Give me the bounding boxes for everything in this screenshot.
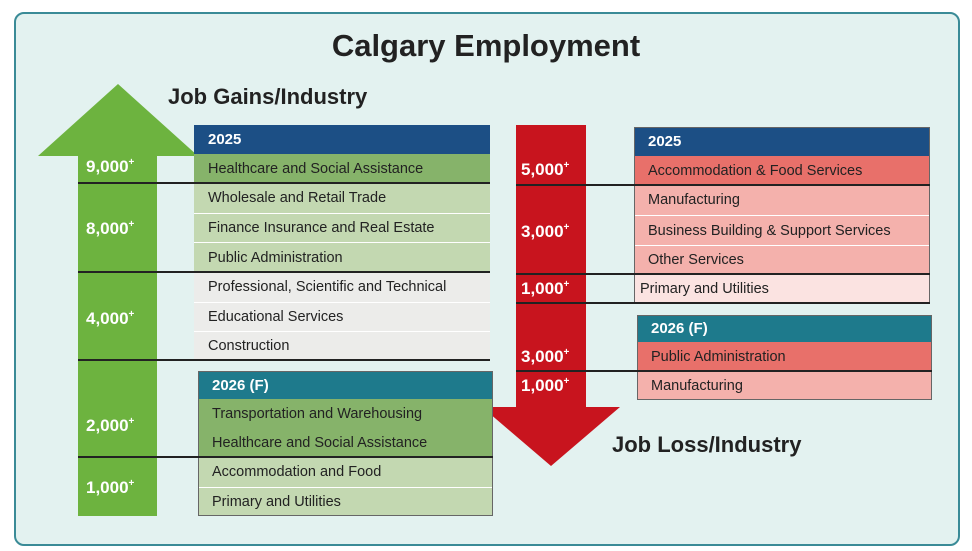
gains-2026-header: 2026 (F) [198,371,493,399]
gains-2025-item: Wholesale and Retail Trade [194,183,490,213]
gain-label-2000: 2,000+ [86,416,135,435]
page-title: Calgary Employment [331,28,641,63]
gains-2026-table [198,371,493,516]
divider-line [78,456,493,458]
losses-2025-header: 2025 [634,127,930,156]
divider-line [78,271,490,273]
losses-2025-item: Accommodation & Food Services [634,156,930,185]
job-gains-up-arrow [38,84,198,516]
divider-line [516,370,932,372]
gains-2026-item: Healthcare and Social Assistance [198,428,493,457]
job-loss-heading: Job Loss/Industry [612,432,802,457]
gains-2026-item: Primary and Utilities [198,487,493,516]
losses-2026-table [637,315,932,400]
gains-2025-item: Professional, Scientific and Technical [194,272,490,302]
divider-line [516,273,930,275]
gains-2026-item: Transportation and Warehousing [198,399,493,428]
loss-label-3000: 3,000+ [521,222,570,241]
gains-2025-item: Construction [194,331,490,360]
gains-2025-item: Healthcare and Social Assistance [194,154,490,183]
losses-2026-item: Manufacturing [637,371,932,400]
gains-2025-item: Finance Insurance and Real Estate [194,213,490,242]
divider-line [78,359,490,361]
losses-2025-item: Primary and Utilities [634,274,930,303]
gain-label-8000: 8,000+ [86,219,135,238]
gains-2025-header: 2025 [194,125,490,154]
loss-label-1000-2026: 1,000+ [521,376,570,395]
loss-label-5000: 5,000+ [521,160,570,179]
divider-line [516,302,930,304]
divider-line [516,184,930,186]
gains-2026-item: Accommodation and Food [198,457,493,487]
gain-label-9000: 9,000+ [86,157,135,176]
losses-2025-item: Business Building & Support Services [634,215,930,245]
job-gains-heading: Job Gains/Industry [168,84,368,109]
losses-2025-table [634,127,930,303]
gain-label-4000: 4,000+ [86,309,135,328]
losses-2026-item: Public Administration [637,342,932,371]
gains-2025-item: Educational Services [194,302,490,331]
losses-2026-header: 2026 (F) [637,315,932,342]
losses-2025-item: Other Services [634,245,930,274]
divider-line [78,182,490,184]
gains-2025-item: Public Administration [194,242,490,272]
losses-2025-item: Manufacturing [634,185,930,215]
gain-label-1000: 1,000+ [86,478,135,497]
loss-label-1000: 1,000+ [521,279,570,298]
loss-label-3000-2026: 3,000+ [521,347,570,366]
